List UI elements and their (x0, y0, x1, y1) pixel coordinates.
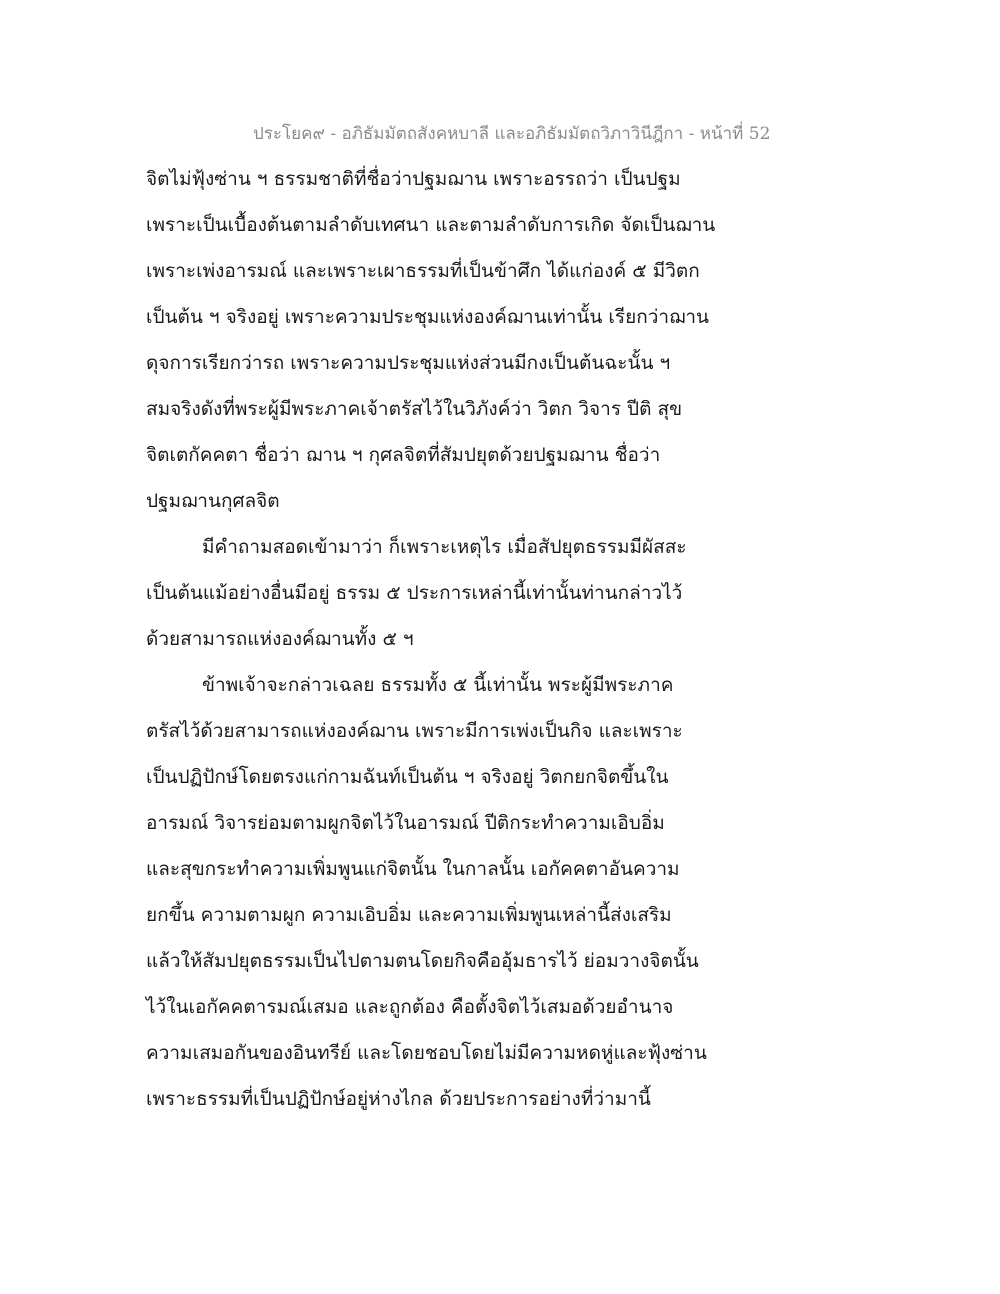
text-line: ดุจการเรียกว่ารถ เพราะความประชุมแห่งส่วนมีกงเป็นต้นฉะนั้น ฯ (146, 352, 671, 374)
text-line: จิตไม่ฟุ้งซ่าน ฯ ธรรมชาติที่ชื่อว่าปฐมฌาน เพราะอรรถว่า เป็นปฐม (146, 168, 681, 190)
body-text (146, 156, 726, 1122)
text-line: อารมณ์ วิจารย่อมตามผูกจิตไว้ในอารมณ์ ปีติกระทำความเอิบอิ่ม (146, 812, 665, 834)
text-line: จิตเตกัคคตา ชื่อว่า ฌาน ฯ กุศลจิตที่สัมปยุตด้วยปฐมฌาน ชื่อว่า (146, 444, 661, 466)
text-line: ยกขึ้น ความตามผูก ความเอิบอิ่ม และความเพิ่มพูนเหล่านี้ส่งเสริม (146, 904, 672, 926)
text-line: มีคำถามสอดเข้ามาว่า ก็เพราะเหตุไร เมื่อสัปยุตธรรมมีผัสสะ (202, 536, 687, 558)
text-line: ตรัสไว้ด้วยสามารถแห่งองค์ฌาน เพราะมีการเพ่งเป็นกิจ และเพราะ (146, 720, 683, 742)
text-line: ไว้ในเอกัคคตารมณ์เสมอ และถูกต้อง คือตั้งจิตไว้เสมอด้วยอำนาจ (146, 996, 674, 1018)
text-line: ปฐมฌานกุศลจิต (146, 490, 280, 512)
text-line: เพราะธรรมที่เป็นปฏิปักษ์อยู่ห่างไกล ด้วยประการอย่างที่ว่ามานี้ (146, 1088, 651, 1110)
text-line: เพราะเป็นเบื้องต้นตามลำดับเทศนา และตามลำดับการเกิด จัดเป็นฌาน (146, 214, 716, 236)
text-line: ความเสมอกันของอินทรีย์ และโดยชอบโดยไม่มีความหดหู่และฟุ้งซ่าน (146, 1042, 707, 1064)
text-line: เป็นปฏิปักษ์โดยตรงแก่กามฉันท์เป็นต้น ฯ จริงอยู่ วิตกยกจิตขึ้นใน (146, 766, 669, 788)
text-line: แล้วให้สัมปยุตธรรมเป็นไปตามตนโดยกิจคืออุ้มธารไว้ ย่อมวางจิตนั้น (146, 950, 699, 972)
text-line: เป็นต้น ฯ จริงอยู่ เพราะความประชุมแห่งองค์ฌานเท่านั้น เรียกว่าฌาน (146, 306, 709, 328)
text-line: เป็นต้นแม้อย่างอื่นมีอยู่ ธรรม ๕ ประการเหล่านี้เท่านั้นท่านกล่าวไว้ (146, 582, 683, 604)
text-line: และสุขกระทำความเพิ่มพูนแก่จิตนั้น ในกาลนั้น เอกัคคตาอันความ (146, 858, 680, 880)
text-line: สมจริงดังที่พระผู้มีพระภาคเจ้าตรัสไว้ในวิภังค์ว่า วิตก วิจาร ปีติ สุข (146, 398, 683, 420)
text-line: เพราะเพ่งอารมณ์ และเพราะเผาธรรมที่เป็นข้าศึก ได้แก่องค์ ๕ มีวิตก (146, 260, 700, 282)
running-header: ประโยค๙ - อภิธัมมัตถสังคหบาลี และอภิธัมมัตถวิภาวินีฎีกา - หน้าที่ 52 (253, 124, 771, 144)
text-line: ข้าพเจ้าจะกล่าวเฉลย ธรรมทั้ง ๕ นี้เท่านั้น พระผู้มีพระภาค (202, 674, 674, 696)
text-line: ด้วยสามารถแห่งองค์ฌานทั้ง ๕ ฯ (146, 628, 414, 650)
